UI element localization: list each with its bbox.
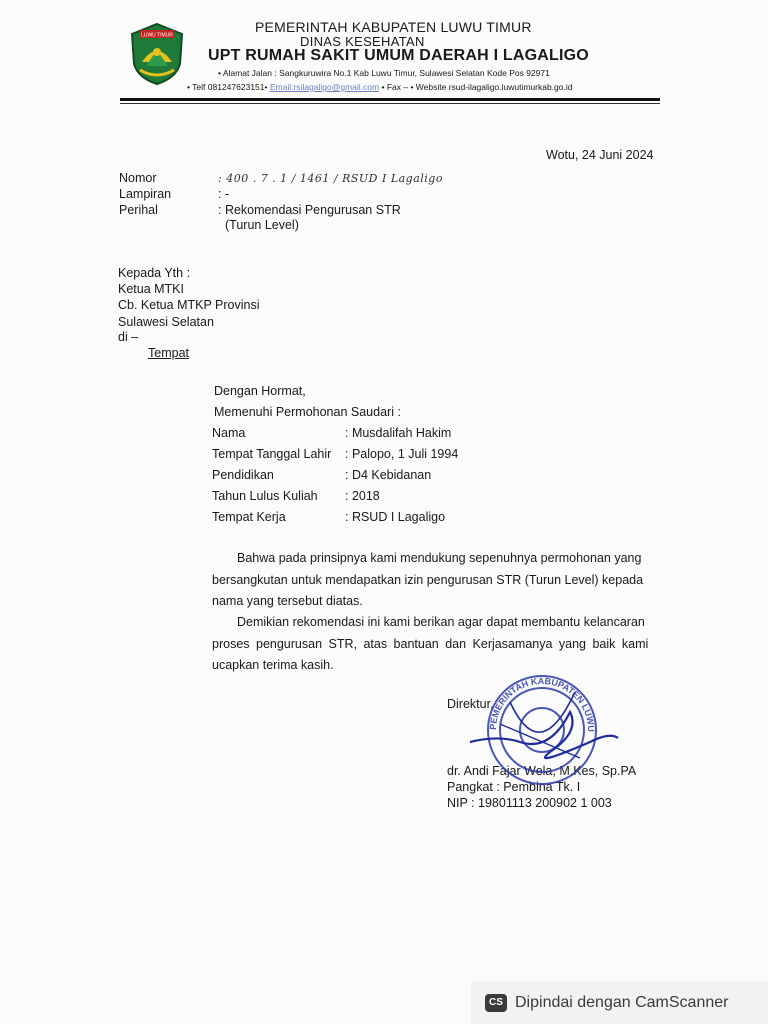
addressee-line-4: Sulawesi Selatan	[118, 315, 214, 329]
perihal-value: : Rekomendasi Pengurusan STR	[218, 203, 401, 217]
ttl-label: Tempat Tanggal Lahir	[212, 447, 332, 461]
addressee-line-3: Cb. Ketua MTKP Provinsi	[118, 298, 260, 312]
signatory-rank: Pangkat : Pembina Tk. I	[447, 780, 581, 794]
svg-text:LUWU TIMUR: LUWU TIMUR	[141, 32, 173, 39]
lulus-value: : 2018	[345, 489, 380, 503]
nama-label: Nama	[212, 426, 246, 440]
intro: Memenuhi Permohonan Saudari :	[214, 405, 401, 419]
paragraph-1-line-2: bersangkutan untuk mendapatkan izin pengurusan STR (Turun Level) kepada	[212, 573, 644, 587]
greeting: Dengan Hormat,	[214, 384, 306, 398]
paragraph-1-line-1: Bahwa pada prinsipnya kami mendukung sepenuhnya permohonan yang	[237, 551, 642, 565]
addressee-line-5: di –	[118, 330, 139, 344]
camscanner-badge	[471, 981, 768, 1024]
letterhead-rule-thick	[120, 98, 660, 101]
addressee-tempat: Tempat	[148, 346, 189, 360]
addressee-line-1: Kepada Yth :	[118, 266, 191, 280]
addressee-line-2: Ketua MTKI	[118, 282, 184, 296]
letterhead-email[interactable]: Email:rsilagaligo@gmail.com	[269, 82, 380, 92]
letterhead-address: • Alamat Jalan : Sangkuruwira No.1 Kab Luwu Timur, Sulawesi Selatan Kode Pos 92971	[218, 68, 550, 78]
nama-value: : Musdalifah Hakim	[345, 426, 452, 440]
letterhead-fax-web: • Fax – • Website rsud-ilagaligo.luwutimurkab.go.id	[381, 82, 573, 92]
letterhead-hospital: UPT RUMAH SAKIT UMUM DAERAH I LAGALIGO	[208, 47, 589, 64]
camscanner-icon: CS	[485, 994, 507, 1012]
letterhead-telf: • Telf 081247623151•	[187, 82, 268, 92]
signatory-nip: NIP : 19801113 200902 1 003	[447, 796, 612, 810]
paragraph-2-line-1: Demikian rekomendasi ini kami berikan agar dapat membantu kelancaran	[237, 615, 645, 629]
kerja-value: : RSUD I Lagaligo	[345, 510, 446, 524]
ttl-value: : Palopo, 1 Juli 1994	[345, 447, 459, 461]
official-stamp	[470, 672, 620, 792]
letterhead-rule-thin	[120, 103, 660, 104]
paragraph-2-line-2: proses pengurusan STR, atas bantuan dan Kerjasamanya yang baik kami	[212, 637, 649, 651]
letterhead-government: PEMERINTAH KABUPATEN LUWU TIMUR	[255, 19, 532, 35]
letterhead-department: DINAS KESEHATAN	[300, 34, 425, 49]
paragraph-2-line-3: ucapkan terima kasih.	[212, 658, 334, 672]
perihal-value-cont: (Turun Level)	[225, 218, 299, 232]
perihal-label: Perihal	[119, 203, 158, 217]
regency-logo	[128, 22, 186, 86]
stamp-text: PEMERINTAH KABUPATEN LUWU	[487, 675, 597, 732]
lampiran-value: : -	[218, 187, 230, 201]
nomor-value: : 400 . 7 . 1 / 1461 / RSUD I Lagaligo	[218, 172, 443, 185]
nomor-label: Nomor	[119, 171, 157, 185]
kerja-label: Tempat Kerja	[212, 510, 286, 524]
camscanner-text: Dipindai dengan CamScanner	[515, 993, 729, 1011]
letterhead-contact	[187, 82, 572, 92]
signatory-title: Direktur,	[447, 697, 494, 711]
lulus-label: Tahun Lulus Kuliah	[212, 489, 318, 503]
pendidikan-value: : D4 Kebidanan	[345, 468, 432, 482]
pendidikan-label: Pendidikan	[212, 468, 274, 482]
signatory-name: dr. Andi Fajar Wela, M.Kes, Sp.PA	[447, 764, 637, 778]
letter-date: Wotu, 24 Juni 2024	[546, 148, 654, 162]
lampiran-label: Lampiran	[119, 187, 172, 201]
paragraph-1-line-3: nama yang tersebut diatas.	[212, 594, 363, 608]
